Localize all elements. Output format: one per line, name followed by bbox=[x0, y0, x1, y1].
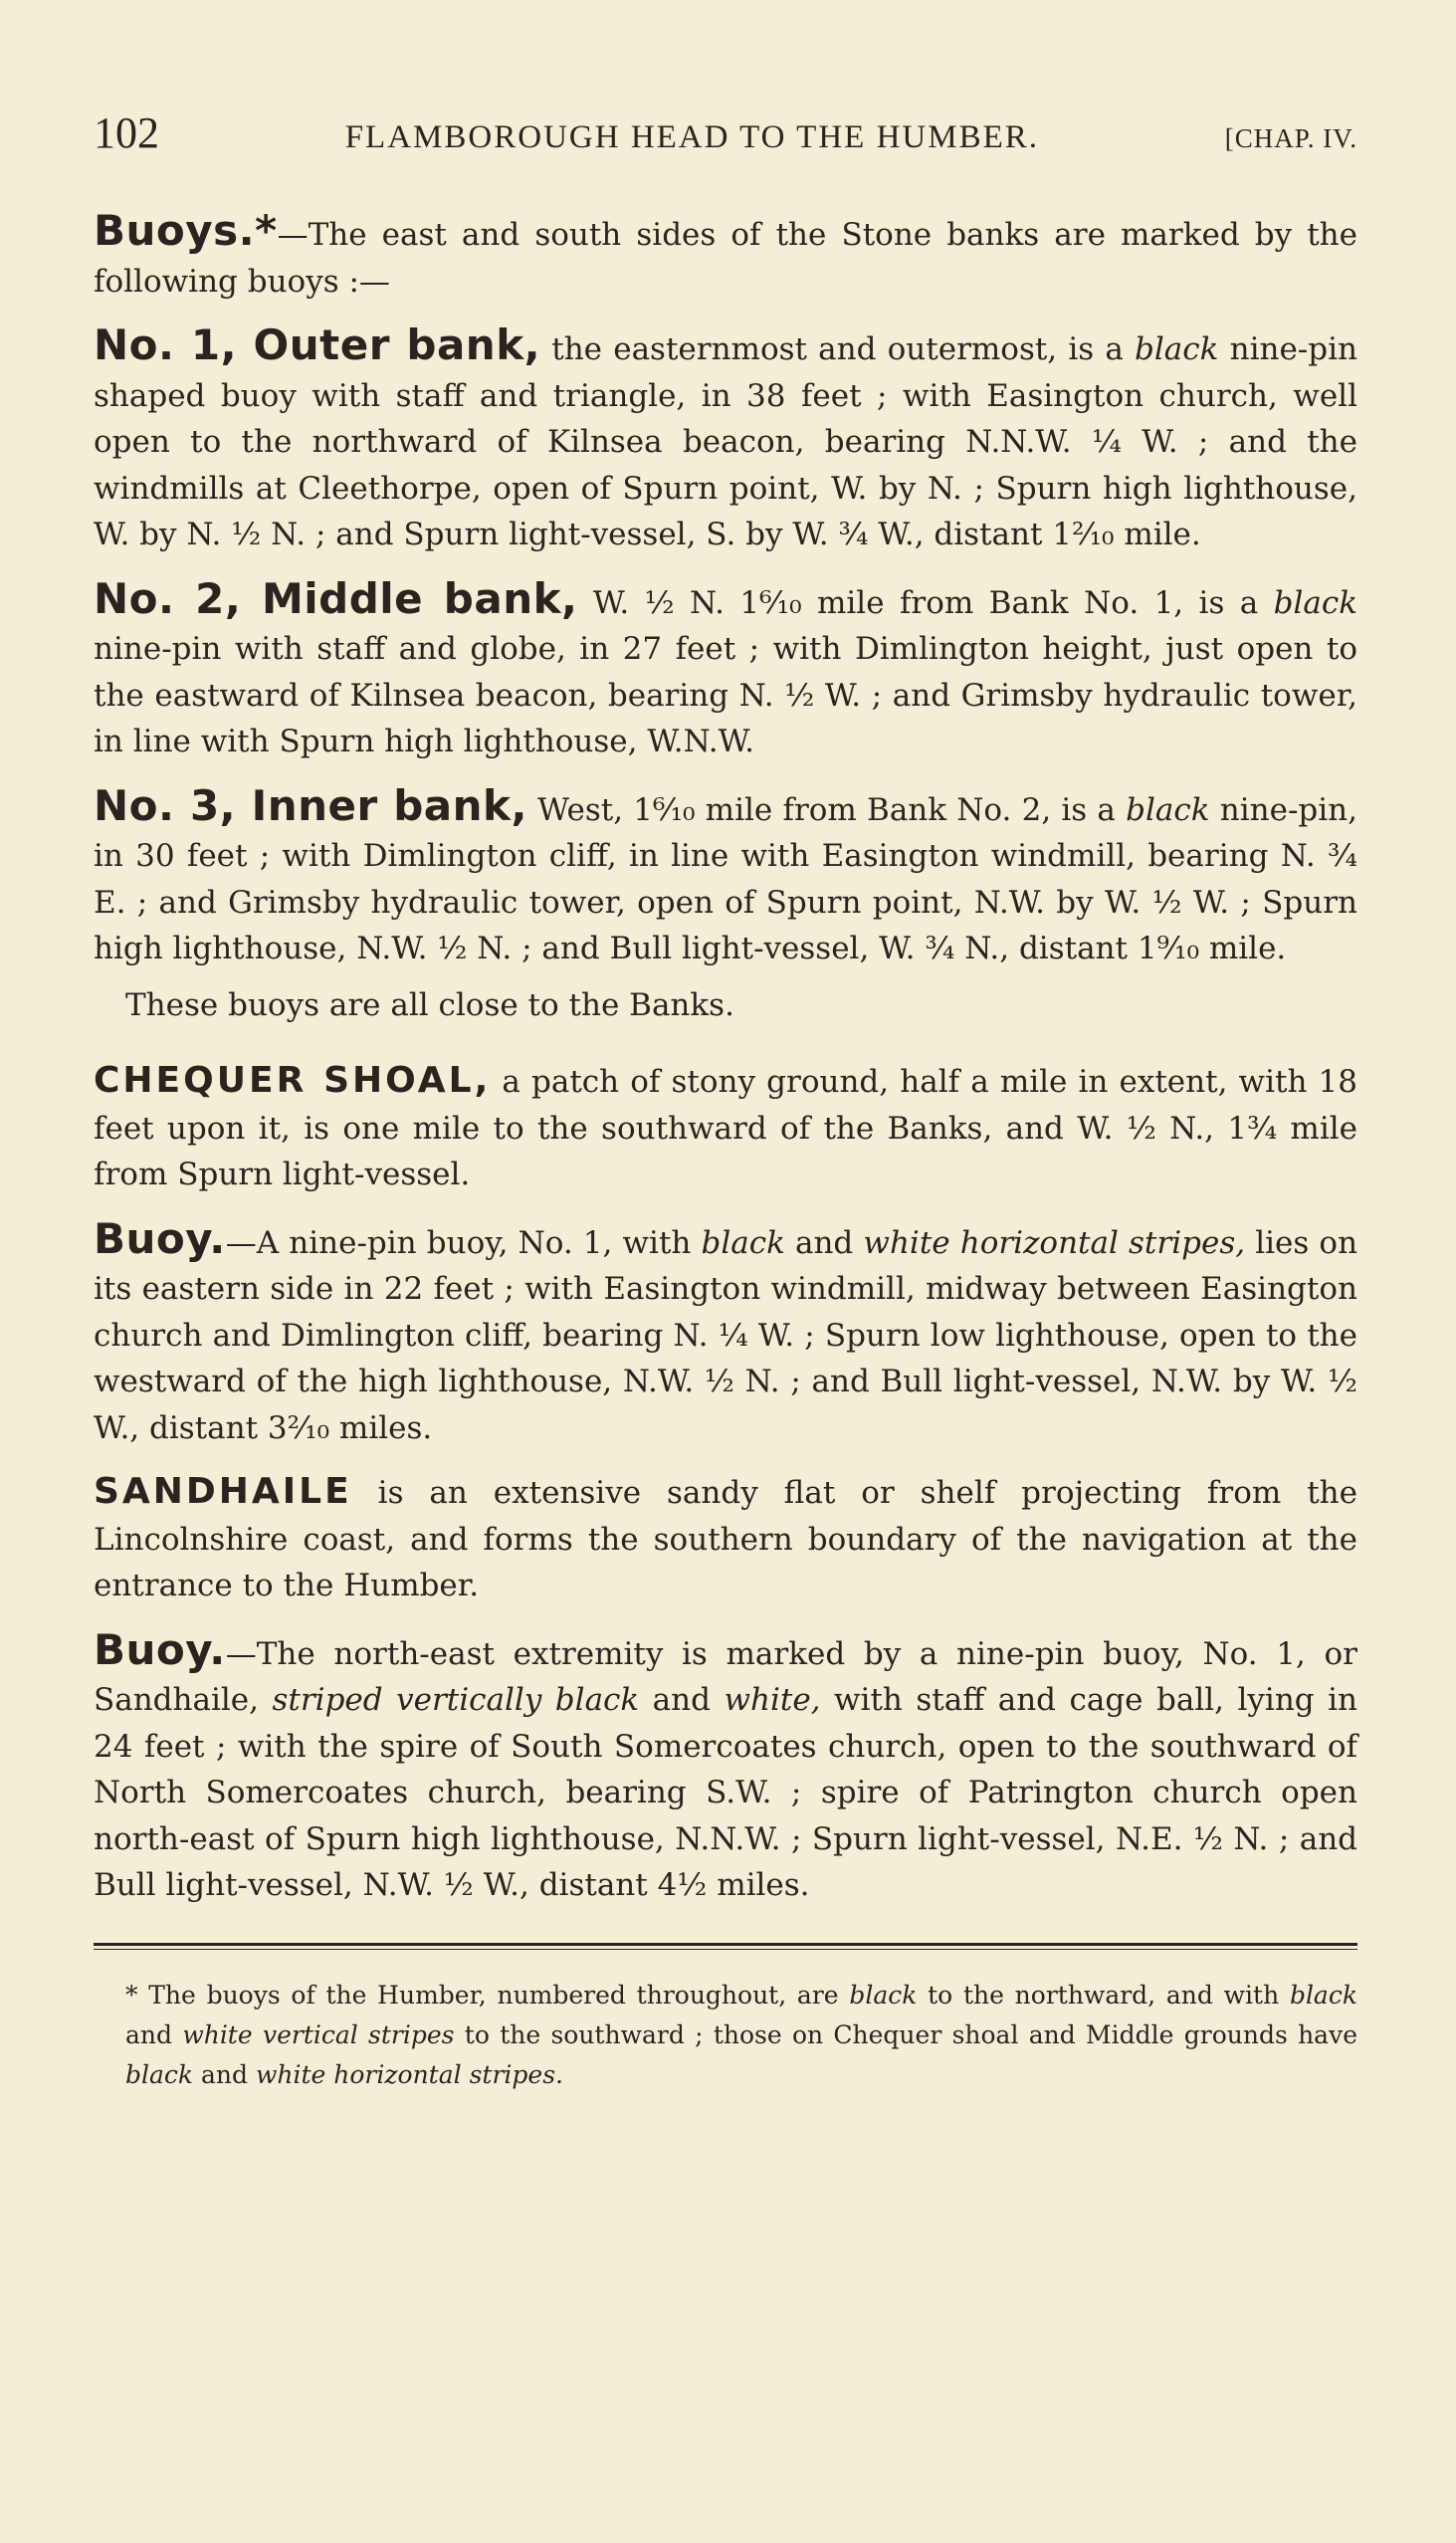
footnote-divider bbox=[94, 1943, 1357, 1946]
sandhaile-buoy-text-3: with staff and cage ball, lying in 24 feet ; with the spire of South Somercoates church, open to the southward of North Somercoates church, bearing S.W. ; spire of Patrington church open north-east of Spurn high lighthouse, N.N.W. ; Spurn light-vessel, N.E. ½ N. ; and Bull light-vessel, N.W. ½ W., distant 4½ miles. bbox=[94, 1682, 1357, 1903]
sandhaile-paragraph bbox=[94, 1469, 1357, 1609]
chequer-buoy-italic-2: white horizontal stripes, bbox=[863, 1224, 1246, 1261]
chequer-shoal-text: a patch of stony ground, half a mile in extent, with 18 feet upon it, is one mile to the southward of the Banks, and W. ½ N., 1¾ mile from Spurn light-vessel. bbox=[94, 1064, 1358, 1192]
footnote-text-2: to the northward, and with bbox=[917, 1980, 1290, 2010]
footnote bbox=[94, 1976, 1357, 2095]
inner-bank-text-1: West, 1⁶⁄₁₀ mile from Bank No. 2, is a bbox=[526, 791, 1127, 828]
middle-bank-heading: No. 2, Middle bank, bbox=[94, 573, 578, 623]
footnote-italic-5: white horizontal stripes. bbox=[255, 2059, 563, 2089]
footnote-italic-2: black bbox=[1289, 1980, 1357, 2010]
footnote-text-3: and bbox=[125, 2019, 183, 2049]
chequer-buoy-paragraph bbox=[94, 1213, 1358, 1452]
sandhaile-text: is an extensive sandy flat or shelf projecting from the Lincolnshire coast, and forms the southern boundary of the navigation at the entrance to the Humber. bbox=[94, 1475, 1357, 1603]
sandhaile-buoy-paragraph bbox=[94, 1624, 1357, 1909]
chequer-buoy-heading: Buoy. bbox=[94, 1213, 226, 1263]
footnote-divider-thin bbox=[94, 1949, 1357, 1950]
chequer-shoal-heading: CHEQUER SHOAL, bbox=[94, 1060, 492, 1101]
middle-bank-italic-1: black bbox=[1273, 584, 1358, 621]
inner-bank-paragraph bbox=[94, 780, 1357, 972]
buoys-intro-text: —The east and south sides of the Stone banks are marked by the following buoys :— bbox=[94, 217, 1357, 300]
sandhaile-heading: SANDHAILE bbox=[94, 1471, 352, 1512]
footnote-italic-1: black bbox=[849, 1980, 918, 2010]
middle-bank-text-1: W. ½ N. 1⁶⁄₁₀ mile from Bank No. 1, is a bbox=[577, 584, 1274, 621]
buoys-heading: Buoys.* bbox=[94, 206, 278, 255]
page-header bbox=[94, 107, 1357, 158]
outer-bank-text-1: the easternmost and outermost, is a bbox=[540, 331, 1136, 367]
sandhaile-buoy-text-1: —The north-east extremity is marked by a nine-pin buoy, No. 1, or Sandhaile, bbox=[94, 1635, 1357, 1718]
inner-bank-heading: No. 3, Inner bank, bbox=[94, 780, 527, 830]
chequer-buoy-text-3: lies on its eastern side in 22 feet ; with Easington windmill, midway between Easington church and Dimlington cliff, bearing N. ¼ W. ; Spurn low lighthouse, open to the westward of the high lighthouse, N.W. ½ N. ; and Bull light-vessel, N.W. by W. ½ W., distant 3²⁄₁₀ miles. bbox=[94, 1224, 1358, 1446]
sandhaile-buoy-heading: Buoy. bbox=[94, 1624, 226, 1674]
outer-bank-text-2: nine-pin shaped buoy with staff and triangle, in 38 feet ; with Easington church, well open to the northward of Kilnsea beacon, bearing N.N.W. ¼ W. ; and the windmills at Cleethorpe, open of Spurn point, W. by N. ; Spurn high lighthouse, W. by N. ½ N. ; and Spurn light-vessel, S. by W. ¾ W., distant 1²⁄₁₀ mile. bbox=[94, 331, 1357, 552]
footnote-text-4: to the southward ; those on Chequer shoal and Middle grounds have bbox=[454, 2019, 1357, 2049]
page-number: 102 bbox=[94, 108, 159, 157]
footnote-text-1: * The buoys of the Humber, numbered throughout, are bbox=[125, 1980, 850, 2010]
close-note-text: These buoys are all close to the Banks. bbox=[125, 986, 734, 1023]
sandhaile-buoy-italic-1: striped vertically black bbox=[272, 1682, 640, 1718]
footnote-text-5: and bbox=[193, 2059, 256, 2089]
sandhaile-buoy-text-2: and bbox=[639, 1682, 725, 1718]
chequer-buoy-text-2: and bbox=[784, 1224, 864, 1261]
footnote-italic-3: white vertical stripes bbox=[182, 2019, 455, 2049]
buoys-intro-paragraph bbox=[94, 208, 1357, 305]
running-title: FLAMBOROUGH HEAD TO THE HUMBER. bbox=[344, 119, 1040, 155]
inner-bank-text-2: nine-pin, in 30 feet ; with Dimlington cliff, in line with Easington windmill, bearing N. ¾ E. ; and Grimsby hydraulic tower, open of Spurn point, N.W. by W. ½ W. ; Spurn high lighthouse, N.W. ½ N. ; and Bull light-vessel, W. ¾ N., distant 1⁹⁄₁₀ mile. bbox=[94, 791, 1357, 966]
chequer-shoal-paragraph bbox=[94, 1058, 1357, 1198]
middle-bank-paragraph bbox=[94, 573, 1358, 765]
close-note-paragraph bbox=[94, 982, 1357, 1029]
chequer-buoy-italic-1: black bbox=[701, 1224, 785, 1261]
outer-bank-paragraph bbox=[94, 322, 1357, 558]
middle-bank-text-2: nine-pin with staff and globe, in 27 feet ; with Dimlington height, just open to the eastward of Kilnsea beacon, bearing N. ½ W. ; and Grimsby hydraulic tower, in line with Spurn high lighthouse, W.N.W. bbox=[94, 631, 1357, 759]
footnote-italic-4: black bbox=[125, 2059, 194, 2089]
inner-bank-italic-1: black bbox=[1126, 791, 1210, 828]
chequer-buoy-text-1: —A nine-pin buoy, No. 1, with bbox=[225, 1224, 702, 1261]
chapter-label: [CHAP. IV. bbox=[1224, 123, 1357, 153]
book-page bbox=[94, 107, 1357, 2120]
outer-bank-italic-1: black bbox=[1135, 331, 1219, 367]
sandhaile-buoy-italic-2: white, bbox=[724, 1682, 821, 1718]
outer-bank-heading: No. 1, Outer bank, bbox=[94, 320, 541, 369]
